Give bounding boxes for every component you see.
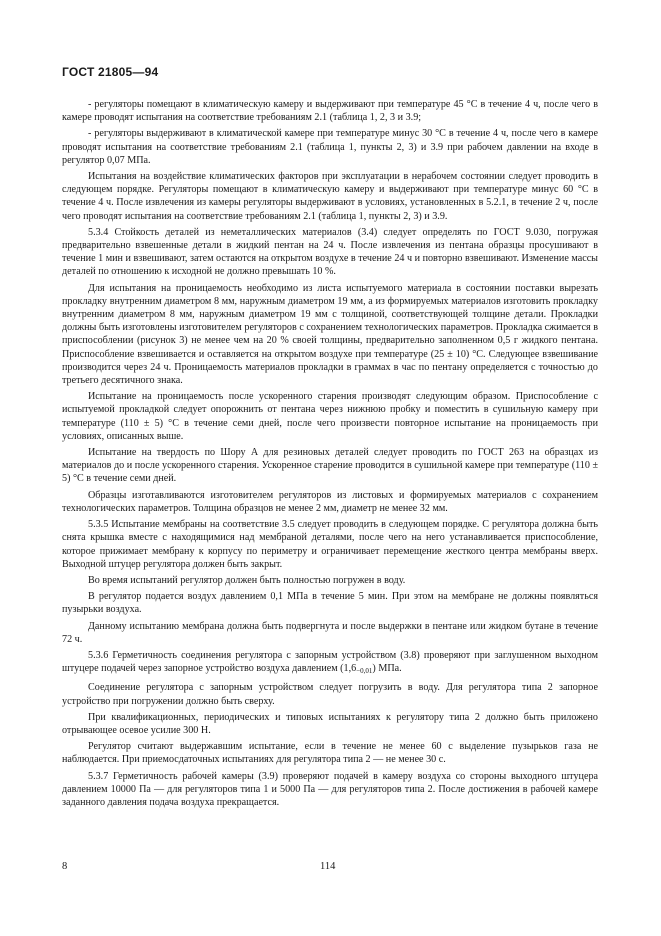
sheet-number: 114 bbox=[320, 861, 336, 872]
document-body bbox=[62, 98, 598, 812]
paragraph-text: 5.3.6 Герметичность соединения регулятора с запорным устройством (3.8) проверяют при заглушенном выходном штуцере подачей через запорное устройство воздуха давлением (1,6 bbox=[62, 649, 598, 675]
paragraph: Образцы изготавливаются изготовителем регуляторов из листовых и формируемых материалов с сохранением технологических параметров. Толщина образцов не менее 2 мм, диаметр не менее 32 мм. bbox=[62, 489, 598, 514]
page-number: 8 bbox=[62, 861, 68, 872]
paragraph: 5.3.4 Стойкость деталей из неметаллических материалов (3.4) следует определять по ГОСТ 9.030, погружая предварительно взвешенные детали в жидкий пентан на 24 ч. После извлечения из пентана образцы просушивают в течение 1 мин и взвешивают, затем остаются на открытом воздухе в течение 24 ч и повторно взвешивают. Изменение массы деталей по отношению к исходной не должно превышать 10 %. bbox=[62, 226, 598, 278]
document-header: ГОСТ 21805—94 bbox=[62, 65, 159, 79]
paragraph: Во время испытаний регулятор должен быть полностью погружен в воду. bbox=[88, 574, 406, 586]
paragraph: Регулятор считают выдержавшим испытание, если в течение не менее 60 с выделение пузырьков газа не наблюдается. При приемосдаточных испытаниях для регулятора типа 2 — не менее 30 с. bbox=[62, 741, 598, 766]
paragraph-tail: ) МПа. bbox=[372, 663, 402, 675]
paragraph: 5.3.7 Герметичность рабочей камеры (3.9) проверяют подачей в камеру воздуха со стороны выходного штуцера давлением 10000 Па — для регуляторов типа 1 и 5000 Па — для регуляторов типа 2. После достижения в рабочей камере заданного давления подача воздуха прекращается. bbox=[62, 770, 598, 808]
paragraph: В регулятор подается воздух давлением 0,1 МПа в течение 5 мин. При этом на мембране не должны появляться пузырьки воздуха. bbox=[62, 591, 598, 616]
paragraph: 5.3.5 Испытание мембраны на соответствие 3.5 следует проводить в следующем порядке. С регулятора должна быть снята крышка вместе с находящимися над мембраной деталями, после чего на него устанавливается приспособление, которое прижимает мембрану к корпусу по периметру и ограничивает перемещение жесткого центра мембраны вверх. Выходной штуцер регулятора должен быть закрыт. bbox=[62, 519, 598, 570]
paragraph: При квалификационных, периодических и типовых испытаниях к регулятору типа 2 должно быть приложено отрывающее осевое усилие 300 Н. bbox=[62, 711, 598, 736]
paragraph: Испытания на воздействие климатических факторов при эксплуатации в нерабочем состоянии следует проводить в следующем порядке. Регуляторы помещают в климатическую камеру и выдерживают при температуре минус 60 °C в течение 4 ч. После извлечения из камеры регуляторы выдерживают в условиях, установленных в 5.2.1, в течение 2 ч, после чего проводят испытания на соответствие требованиям 2.1 (таблица 1, пункты 2, 3) и 3.9. bbox=[62, 171, 598, 222]
paragraph: Данному испытанию мембрана должна быть подвергнута и после выдержки в пентане или жидком бутане в течение 72 ч. bbox=[62, 620, 598, 645]
paragraph: Для испытания на проницаемость необходимо из листа испытуемого материала в состоянии поставки вырезать прокладку внутренним диаметром 8 мм, наружным диаметром 19 мм, а из формируемых материалов изготовить прокладку внутренним диаметром 8 мм, наружным диаметром 19 мм с толщиной, соответствующей толщине детали. Прокладки должны быть изготовлены изготовителем регуляторов с сохранением технологических параметров. Прокладка сжимается в приспособлении (рисунок 3) не менее чем на 20 % своей толщины, предварительно заполненном 0,5 г жидкого пентана. Приспособление взвешивается и оставляется на открытом воздухе при температуре (25 ± 10) °C. Следующее взвешивание производится через 24 ч. Проницаемость материалов прокладки в граммах в час по пентану определяется с точностью до третьего десятичного знака. bbox=[62, 282, 598, 387]
paragraph: Испытание на проницаемость после ускоренного старения производят следующим образом. Приспособление с испытуемой прокладкой следует опорожнить от пентана через нижнюю пробку и поместить в сушильную камеру при температуре (110 ± 5) °C в течение семи дней, после чего произвести повторное испытание на проницаемость при условиях, описанных выше. bbox=[62, 391, 598, 442]
paragraph-with-subscript bbox=[62, 649, 598, 678]
paragraph: - регуляторы помещают в климатическую камеру и выдерживают при температуре 45 °C в течение 4 ч, после чего в камере проводят испытания на соответствие требованиям 2.1 (таблица 1, 2, 3 и 3.9; bbox=[62, 99, 598, 124]
paragraph: Соединение регулятора с запорным устройством следует погрузить в воду. Для регулятора типа 2 запорное устройство при погружении должно быть сверху. bbox=[62, 682, 598, 707]
paragraph: Испытание на твердость по Шору А для резиновых деталей следует проводить по ГОСТ 263 на образцах из материалов до и после ускоренного старения. Ускоренное старение проводится в сушильной камере при температуре (110 ± 5) °C в течение семи дней. bbox=[62, 447, 598, 485]
pressure-tolerance-subscript: −0,01 bbox=[356, 667, 373, 676]
paragraph: - регуляторы выдерживают в климатической камере при температуре минус 30 °C в течение 4 ч, после чего в камере проводят испытания на соответствие требованиям 2.1 (таблица 1, пункты 2, 3) и 3.9 при рабочем давлении на входе в регулятор 0,07 МПа. bbox=[62, 128, 598, 166]
